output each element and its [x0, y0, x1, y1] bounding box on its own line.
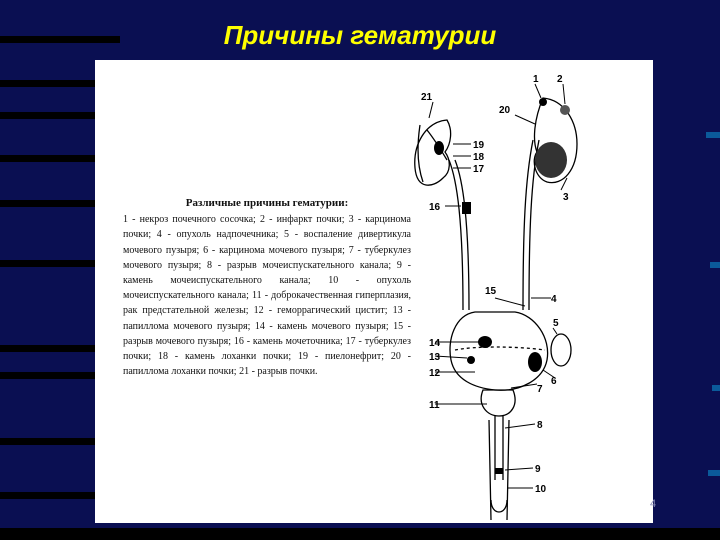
- label-16: 16: [429, 202, 441, 213]
- label-12: 12: [429, 368, 441, 379]
- left-kidney: [415, 120, 451, 185]
- label-4: 4: [551, 294, 557, 305]
- label-20: 20: [499, 105, 511, 116]
- label-1: 1: [533, 74, 539, 85]
- kidney-carcinoma-3: [535, 142, 567, 178]
- slide-title: Причины гематурии: [223, 20, 497, 50]
- bg-stripe: [0, 200, 95, 207]
- label-17: 17: [473, 164, 485, 175]
- bladder-stone-14: [478, 336, 492, 348]
- kidney-infarct-2: [560, 105, 570, 115]
- bg-stripe-right: [710, 262, 720, 268]
- label-9: 9: [535, 464, 541, 475]
- bladder-diverticulum: [551, 334, 571, 366]
- bladder-papilloma-13: [467, 356, 475, 364]
- bg-stripe: [0, 345, 95, 352]
- bg-stripe: [0, 372, 95, 379]
- caption-heading: Различные причины гематурии:: [185, 197, 349, 209]
- label-21: 21: [421, 92, 433, 103]
- label-15: 15: [485, 286, 497, 297]
- label-2: 2: [557, 74, 563, 85]
- urinary-tract-diagram: [95, 60, 653, 523]
- bg-stripe-right: [706, 132, 720, 138]
- caption-body: 1 - некроз почечного сосочка; 2 - инфаркт почки; 3 - карцинома почки; 4 - опухоль надпочечника; 5 - воспаление дивертикула мочевого пузыря; 6 - карцинома мочевого пузыря; 7 - туберкулез мочевого пузыря; 8 - разрыв мочеиспускательного канала; 9 - камень мочеиспускательного канала; 10 - опухоль мочеиспускательного канала; 11 - доброкачественная гиперплазия, рак предстательной железы; 12 - геморрагический цистит; 13 - папиллома мочевого пузыря; 14 - камень мочевого пузыря; 15 - разрыв мочевого пузыря; 16 - камень мочеточника; 17 - туберкулез почки; 18 - камень лоханки почки; 19 - пиелонефрит; 20 - папиллома лоханки почки; 21 - разрыв почки.: [123, 214, 411, 378]
- label-11: 11: [429, 400, 440, 411]
- figure-panel: [95, 60, 653, 523]
- bg-stripe: [0, 438, 95, 445]
- bladder-carcinoma-6: [528, 352, 542, 372]
- prostate: [481, 390, 515, 416]
- label-13: 13: [429, 352, 441, 363]
- right-ureter: [523, 140, 533, 310]
- bg-stripe-right: [708, 470, 720, 476]
- bg-stripe: [0, 528, 720, 540]
- label-19: 19: [473, 140, 485, 151]
- bg-stripe-right: [712, 385, 720, 391]
- ureter-stone-16: [462, 202, 471, 214]
- label-5: 5: [553, 318, 559, 329]
- label-6: 6: [551, 376, 557, 387]
- label-14: 14: [429, 338, 441, 349]
- label-10: 10: [535, 484, 547, 495]
- label-7: 7: [537, 384, 543, 395]
- bg-stripe: [0, 80, 95, 87]
- bg-stripe: [0, 492, 95, 499]
- label-3: 3: [563, 192, 569, 203]
- papilla-necrosis-1: [539, 98, 547, 106]
- bg-stripe: [0, 112, 95, 119]
- label-18: 18: [473, 152, 485, 163]
- bg-stripe: [0, 260, 95, 267]
- bg-stripe: [0, 155, 95, 162]
- page-number: 4: [650, 498, 657, 510]
- label-8: 8: [537, 420, 543, 431]
- urethra-stone-9: [495, 468, 503, 474]
- bladder: [450, 312, 548, 390]
- kidney-stone-18: [434, 141, 444, 155]
